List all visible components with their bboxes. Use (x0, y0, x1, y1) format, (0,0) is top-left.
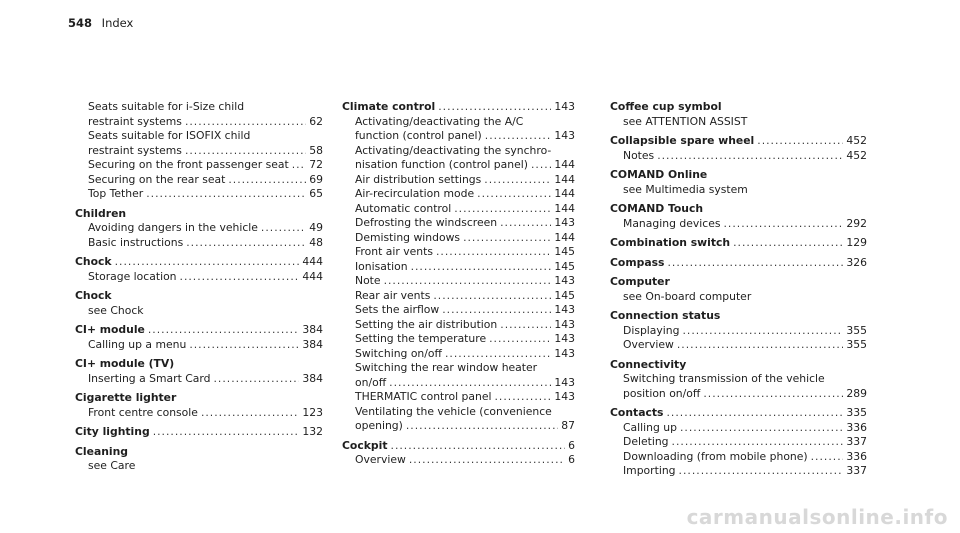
index-subentry (610, 435, 867, 450)
page-ref: 355 (846, 338, 867, 351)
index-entry (75, 255, 323, 284)
index-subentry (75, 129, 323, 144)
entry-text: Connectivity (610, 357, 687, 371)
entry-text: Automatic control (355, 201, 452, 215)
page-ref: 143 (554, 346, 575, 360)
dot-leader (672, 435, 844, 450)
index-entry (610, 168, 867, 197)
entry-text: Setting the temperature (355, 332, 487, 345)
index-entry (610, 100, 867, 129)
entry-text: Calling up (623, 420, 677, 434)
page-ref: 452 (846, 148, 867, 162)
index-subentry (75, 236, 323, 251)
index-subentry (342, 129, 575, 144)
entry-text: Top Tether (88, 187, 144, 200)
index-subentry (342, 115, 575, 130)
dot-leader (463, 231, 551, 246)
index-heading (75, 289, 323, 304)
page-ref: 452 (846, 134, 867, 147)
entry-text: CI+ module (75, 323, 145, 336)
index-subentry (610, 421, 867, 436)
dot-leader (531, 158, 551, 173)
entry-text: restraint systems (88, 143, 182, 157)
page-ref: 143 (554, 100, 575, 113)
index-subentry (342, 274, 575, 289)
index-heading (610, 358, 867, 373)
index-subentry (610, 149, 867, 164)
index-subentry (342, 347, 575, 362)
dot-leader (500, 318, 551, 333)
dot-leader (477, 187, 551, 202)
page-ref: 144 (554, 158, 575, 171)
index-subentry (75, 115, 323, 130)
index-entry (75, 425, 323, 440)
page-ref: 129 (846, 236, 867, 249)
index-subentry (610, 387, 867, 402)
index-heading (610, 100, 867, 115)
dot-leader (153, 425, 300, 440)
entry-text: Sets the airflow (355, 303, 440, 316)
dot-leader (657, 149, 843, 164)
page-ref: 72 (309, 158, 323, 171)
entry-text: see Multimedia system (623, 182, 748, 196)
entry-text: THERMATIC control panel (355, 390, 492, 403)
dot-leader (680, 421, 843, 436)
page-ref: 49 (309, 221, 323, 234)
entry-text: Connection status (610, 309, 721, 322)
page-ref: 143 (554, 332, 575, 345)
index-heading (610, 309, 867, 324)
page-ref: 337 (846, 435, 867, 448)
entry-text: City lighting (75, 425, 150, 438)
page-ref: 336 (846, 420, 867, 434)
dot-leader (180, 270, 300, 285)
dot-leader (146, 187, 306, 202)
dot-leader (811, 450, 844, 465)
index-subentry (342, 260, 575, 275)
index-subentry (75, 304, 323, 319)
index-entry (75, 207, 323, 251)
entry-text: see Chock (88, 303, 144, 317)
entry-text: Basic instructions (88, 235, 184, 249)
page-ref: 69 (309, 172, 323, 186)
page-ref: 384 (302, 371, 323, 385)
index-subentry (342, 158, 575, 173)
dot-leader (433, 289, 551, 304)
entry-text: COMAND Online (610, 168, 708, 181)
index-subentry (610, 338, 867, 353)
entry-text: Ionisation (355, 259, 408, 273)
index-subentry (75, 406, 323, 421)
page-ref: 143 (554, 390, 575, 403)
entry-text: Inserting a Smart Card (88, 371, 211, 385)
dot-leader (391, 439, 566, 454)
entry-text: Cockpit (342, 438, 388, 452)
index-heading (610, 168, 867, 183)
dot-leader (189, 338, 299, 353)
entry-text: Ventilating the vehicle (convenience (355, 404, 552, 418)
index-heading (75, 445, 323, 460)
index-subentry (610, 290, 867, 305)
dot-leader (185, 115, 306, 130)
entry-text: nisation function (control panel) (355, 158, 528, 171)
index-subentry (610, 464, 867, 479)
entry-text: Cigarette lighter (75, 391, 177, 404)
dot-leader (201, 406, 299, 421)
entry-text: see ATTENTION ASSIST (623, 114, 748, 128)
page-ref: 292 (846, 216, 867, 230)
page-ref: 48 (309, 235, 323, 249)
entry-text: Switching the rear window heater (355, 361, 538, 374)
dot-leader (485, 129, 552, 144)
index-subentry (610, 183, 867, 198)
index-subentry (75, 270, 323, 285)
index-subentry (342, 318, 575, 333)
index-subentry (342, 216, 575, 231)
index-subentry (342, 231, 575, 246)
index-subentry (342, 144, 575, 159)
entry-text: see On-board computer (623, 289, 752, 303)
dot-leader (723, 217, 843, 232)
index-subentry (75, 187, 323, 202)
page-ref: 144 (554, 172, 575, 186)
index-heading (610, 256, 867, 271)
page-ref: 144 (554, 230, 575, 244)
page-ref: 143 (554, 274, 575, 287)
entry-text: opening) (355, 419, 403, 432)
entry-text: Computer (610, 275, 670, 288)
entry-text: Deleting (623, 435, 669, 448)
page-number: 548 (68, 16, 93, 30)
dot-leader (214, 372, 300, 387)
entry-text: Contacts (610, 406, 664, 419)
index-subentry (342, 405, 575, 420)
index-heading (75, 323, 323, 338)
watermark-logo: carmanualsonline.info (686, 505, 948, 529)
page-ref: 145 (554, 245, 575, 258)
index-heading (75, 357, 323, 372)
page-ref: 144 (554, 187, 575, 200)
dot-leader (411, 260, 552, 275)
entry-text: Air distribution settings (355, 172, 482, 186)
index-entry (342, 439, 575, 468)
index-subentry (342, 390, 575, 405)
entry-text: Managing devices (623, 216, 721, 230)
entry-text: Switching transmission of the vehicle (623, 372, 825, 385)
dot-leader (679, 464, 844, 479)
page-ref: 62 (309, 114, 323, 128)
dot-leader (733, 236, 843, 251)
entry-text: Combination switch (610, 236, 731, 249)
index-entry (610, 358, 867, 402)
index-heading (75, 425, 323, 440)
entry-text: Collapsible spare wheel (610, 134, 755, 147)
index-entry (75, 445, 323, 474)
page-ref: 6 (568, 453, 575, 466)
index-subentry (342, 173, 575, 188)
page-ref: 145 (554, 288, 575, 302)
entry-text: Calling up a menu (88, 337, 187, 351)
index-subentry (342, 453, 575, 468)
index-heading (75, 255, 323, 270)
index-subentry (75, 144, 323, 159)
dot-leader (148, 323, 300, 338)
entry-text: Overview (355, 453, 406, 466)
dot-leader (442, 303, 551, 318)
index-entry (610, 236, 867, 251)
dot-leader (454, 202, 551, 217)
index-subentry (75, 173, 323, 188)
entry-text: Coffee cup symbol (610, 100, 722, 113)
dot-leader (445, 347, 551, 362)
index-subentry (342, 289, 575, 304)
page-ref: 145 (554, 259, 575, 273)
entry-text: Storage location (88, 269, 177, 283)
page-ref: 143 (554, 317, 575, 331)
dot-leader (667, 256, 843, 271)
entry-text: Switching on/off (355, 346, 442, 360)
page-ref: 144 (554, 201, 575, 215)
entry-text: Importing (623, 464, 676, 477)
dot-leader (384, 274, 552, 289)
index-heading (610, 406, 867, 421)
index-subentry (610, 324, 867, 339)
dot-leader (436, 245, 551, 260)
index-subentry (342, 419, 575, 434)
entry-text: Front air vents (355, 245, 433, 258)
index-entry (610, 275, 867, 304)
index-subentry (75, 338, 323, 353)
index-column-2 (342, 100, 575, 473)
entry-text: Activating/deactivating the A/C (355, 114, 524, 128)
index-subentry (342, 332, 575, 347)
index-subentry (610, 372, 867, 387)
index-entry (75, 323, 323, 352)
dot-leader (757, 134, 843, 149)
index-subentry (342, 303, 575, 318)
index-entry (610, 256, 867, 271)
index-entry (610, 406, 867, 479)
entry-text: Chock (75, 255, 112, 268)
entry-text: function (control panel) (355, 129, 482, 142)
dot-leader (409, 453, 565, 468)
page-ref: 337 (846, 464, 867, 477)
index-subentry (342, 187, 575, 202)
page-header (68, 16, 133, 30)
dot-leader (683, 324, 844, 339)
index-heading (342, 439, 575, 454)
entry-text: see Care (88, 459, 136, 472)
page-ref: 444 (302, 255, 323, 268)
entry-text: Downloading (from mobile phone) (623, 449, 808, 463)
index-subentry (75, 100, 323, 115)
dot-leader (666, 406, 843, 421)
dot-leader (406, 419, 558, 434)
index-subentry (75, 158, 323, 173)
dot-leader (677, 338, 844, 353)
entry-text: CI+ module (TV) (75, 357, 175, 370)
page-ref: 384 (302, 323, 323, 336)
entry-text: Displaying (623, 323, 680, 337)
index-heading (610, 134, 867, 149)
dot-leader (484, 173, 551, 188)
entry-text: Children (75, 206, 127, 220)
index-heading (610, 275, 867, 290)
dot-leader (115, 255, 300, 270)
page-ref: 65 (309, 187, 323, 200)
index-subentry (610, 217, 867, 232)
entry-text: Cleaning (75, 444, 129, 458)
entry-text: restraint systems (88, 114, 182, 128)
entry-text: Air-recirculation mode (355, 187, 475, 200)
page-ref: 132 (302, 425, 323, 438)
page-ref: 326 (846, 255, 867, 269)
index-heading (75, 391, 323, 406)
index-subentry (75, 221, 323, 236)
index-entry (610, 202, 867, 231)
dot-leader (494, 390, 551, 405)
page-ref: 143 (554, 216, 575, 229)
index-subentry (75, 459, 323, 474)
page-ref: 87 (561, 419, 575, 432)
entry-text: COMAND Touch (610, 202, 704, 215)
page-ref: 384 (302, 337, 323, 351)
index-subentry (342, 361, 575, 376)
dot-leader (389, 376, 551, 391)
entry-text: Seats suitable for ISOFIX child (88, 129, 251, 142)
entry-text: Note (355, 274, 381, 287)
index-entry (75, 391, 323, 420)
index-entry (75, 100, 323, 202)
entry-text: Front centre console (88, 405, 198, 419)
index-column-1 (75, 100, 323, 479)
entry-text: Defrosting the windscreen (355, 216, 498, 229)
page-ref: 6 (568, 438, 575, 452)
entry-text: Activating/deactivating the synchro- (355, 143, 552, 157)
index-heading (610, 236, 867, 251)
entry-text: Rear air vents (355, 288, 431, 302)
index-entry (610, 134, 867, 163)
dot-leader (228, 173, 306, 188)
index-subentry (342, 202, 575, 217)
entry-text: Notes (623, 148, 655, 162)
index-entry (342, 100, 575, 434)
entry-text: Setting the air distribution (355, 317, 498, 331)
page-ref: 336 (846, 449, 867, 463)
index-entry (610, 309, 867, 353)
dot-leader (500, 216, 551, 231)
index-subentry (342, 376, 575, 391)
dot-leader (185, 144, 306, 159)
section-title: Index (101, 16, 134, 30)
dot-leader (489, 332, 551, 347)
index-entry (75, 289, 323, 318)
index-subentry (610, 450, 867, 465)
page-ref: 58 (309, 143, 323, 157)
index-column-3 (610, 100, 867, 484)
index-subentry (610, 115, 867, 130)
page-ref: 143 (554, 375, 575, 389)
entry-text: Compass (610, 255, 665, 269)
entry-text: Chock (75, 289, 112, 302)
entry-text: Climate control (342, 100, 436, 113)
dot-leader (438, 100, 551, 115)
entry-text: Securing on the front passenger seat (88, 158, 289, 171)
dot-leader (186, 236, 306, 251)
index-heading (610, 202, 867, 217)
page-ref: 355 (846, 323, 867, 337)
entry-text: Overview (623, 338, 674, 351)
entry-text: position on/off (623, 386, 701, 400)
dot-leader (703, 387, 843, 402)
page-ref: 123 (302, 405, 323, 419)
dot-leader (261, 221, 306, 236)
page-ref: 143 (554, 129, 575, 142)
page-ref: 444 (302, 269, 323, 283)
entry-text: Securing on the rear seat (88, 172, 226, 186)
page-ref: 143 (554, 303, 575, 316)
index-subentry (342, 245, 575, 260)
index-heading (342, 100, 575, 115)
page-ref: 335 (846, 406, 867, 419)
entry-text: Demisting windows (355, 230, 461, 244)
dot-leader (292, 158, 307, 173)
index-heading (75, 207, 323, 222)
entry-text: on/off (355, 375, 387, 389)
entry-text: Seats suitable for i-Size child (88, 100, 245, 113)
index-subentry (75, 372, 323, 387)
entry-text: Avoiding dangers in the vehicle (88, 221, 258, 234)
index-entry (75, 357, 323, 386)
page-ref: 289 (846, 386, 867, 400)
